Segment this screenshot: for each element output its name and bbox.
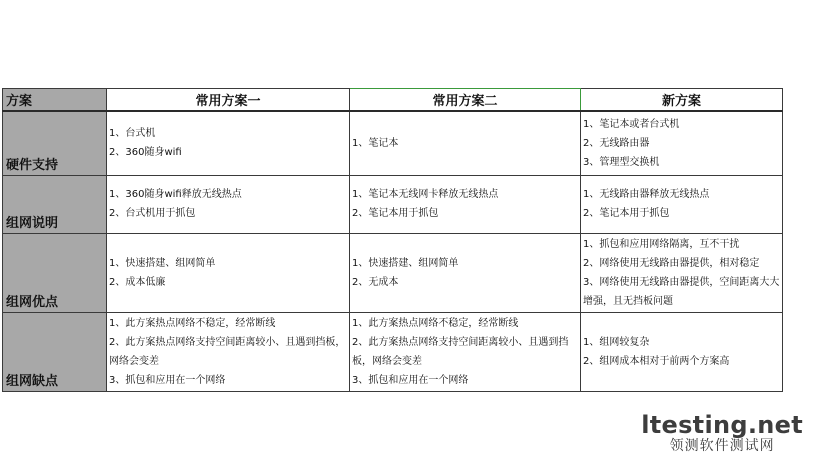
row-label-network-disadvantages: 组网缺点 (3, 312, 107, 391)
cell-line: 2、组网成本相对于前两个方案高 (583, 355, 730, 367)
table-cell (581, 233, 783, 312)
cell-line: 1、笔记本无线网卡释放无线热点 (352, 189, 499, 200)
header-new-plan: 新方案 (581, 89, 783, 112)
header-common-plan-1: 常用方案一 (107, 89, 350, 112)
cell-line: 2、笔记本用于抓包 (583, 208, 670, 219)
cell-line: 2、网络使用无线路由器提供，相对稳定 (583, 257, 760, 269)
cell-line: 2、成本低廉 (109, 276, 166, 288)
cell-line: 1、快速搭建、组网简单 (352, 257, 459, 269)
cell-line: 1、此方案热点网络不稳定，经常断线 (352, 317, 519, 329)
table-cell (107, 233, 350, 312)
table-row (3, 175, 783, 233)
site-watermark (641, 412, 803, 454)
cell-line: 2、此方案热点网络支持空间距离较小、且遇到挡板，网络会变差 (109, 336, 346, 367)
cell-line: 3、抓包和应用在一个网络 (109, 374, 226, 386)
watermark-logo-text: ltesting.net (641, 411, 803, 439)
cell-line: 2、无成本 (352, 276, 399, 288)
header-row (3, 89, 783, 112)
cell-line: 1、抓包和应用网络隔离，互不干扰 (583, 238, 740, 250)
cell-line: 1、快速搭建、组网简单 (109, 257, 216, 269)
table-cell (581, 312, 783, 391)
row-label-network-advantages: 组网优点 (3, 233, 107, 312)
row-label-network-description: 组网说明 (3, 175, 107, 233)
cell-line: 1、笔记本或者台式机 (583, 118, 680, 130)
header-common-plan-2: 常用方案二 (350, 89, 581, 112)
cell-line: 1、360随身wifi释放无线热点 (109, 189, 242, 200)
table-row (3, 111, 783, 175)
cell-line: 1、此方案热点网络不稳定，经常断线 (109, 317, 276, 329)
table-row (3, 312, 783, 391)
table-cell (350, 233, 581, 312)
table-cell (107, 175, 350, 233)
table-cell (107, 111, 350, 175)
table-cell (107, 312, 350, 391)
cell-line: 2、无线路由器 (583, 137, 650, 149)
cell-line: 2、360随身wifi (109, 147, 182, 159)
cell-line: 2、此方案热点网络支持空间距离较小、且遇到挡板，网络会变差 (352, 336, 569, 367)
table-cell (350, 111, 581, 175)
cell-line: 1、组网较复杂 (583, 336, 650, 348)
table-cell (581, 111, 783, 175)
watermark-site-name: 领测软件测试网 (669, 438, 775, 454)
cell-line: 3、抓包和应用在一个网络 (352, 374, 469, 386)
cell-line: 2、笔记本用于抓包 (352, 208, 439, 219)
cell-line: 3、网络使用无线路由器提供，空间距离大大增强，且无挡板问题 (583, 276, 780, 307)
table-row (3, 233, 783, 312)
table-cell (581, 175, 783, 233)
cell-line: 1、无线路由器释放无线热点 (583, 189, 710, 200)
cell-line: 1、笔记本 (352, 137, 399, 149)
row-label-hardware: 硬件支持 (3, 111, 107, 175)
header-plan: 方案 (3, 89, 107, 112)
cell-line: 1、台式机 (109, 128, 156, 140)
table-cell (350, 175, 581, 233)
cell-line: 3、管理型交换机 (583, 156, 660, 168)
comparison-table (2, 88, 783, 392)
cell-line: 2、台式机用于抓包 (109, 208, 196, 219)
table-cell (350, 312, 581, 391)
